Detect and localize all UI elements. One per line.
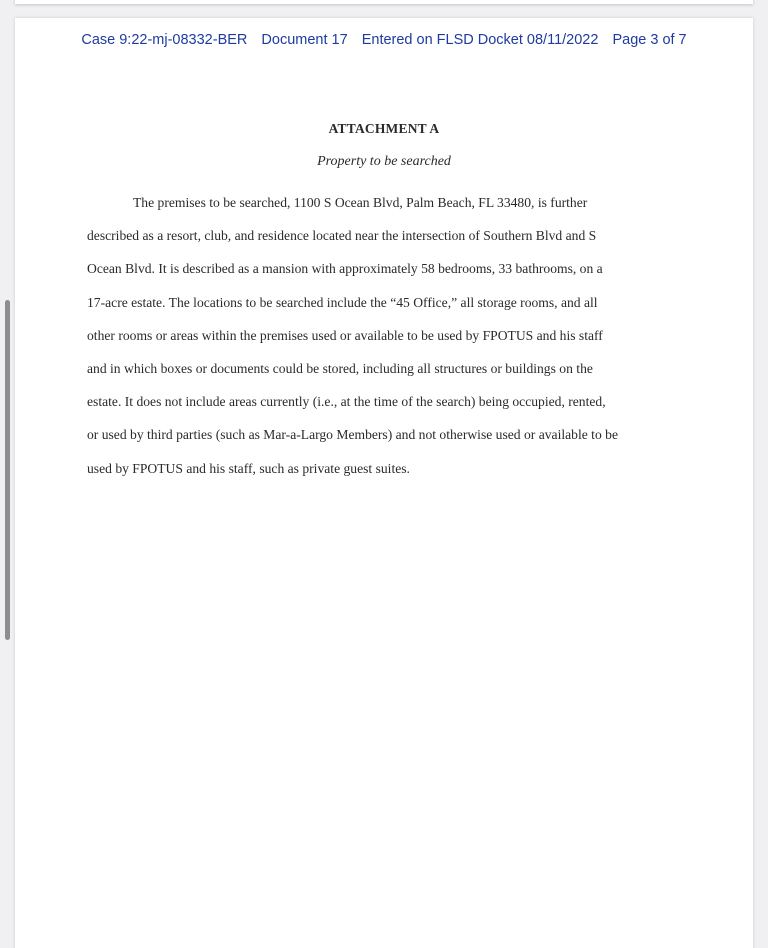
paragraph-line: 17-acre estate. The locations to be searched include the “45 Office,” all storage rooms, and all [87,294,598,310]
attachment-title: ATTACHMENT A [328,121,440,136]
paragraph-line: and in which boxes or documents could be stored, including all structures or buildings on the [87,361,593,377]
vertical-scrollbar[interactable] [5,300,10,640]
paragraph-line: or used by third parties (such as Mar-a-Largo Members) and not otherwise used or available to be [87,427,618,443]
previous-page-edge [15,0,753,4]
document-number: Document 17 [261,32,348,48]
paragraph-line: Ocean Blvd. It is described as a mansion with approximately 58 bedrooms, 33 bathrooms, on a [87,261,603,277]
attachment-subtitle: Property to be searched [317,154,451,169]
paragraph-line: described as a resort, club, and residence located near the intersection of Southern Blvd and S [87,228,597,244]
attachment-body-paragraph [87,186,687,485]
page-indicator: Page 3 of 7 [612,32,687,48]
document-page [15,18,753,948]
case-number: Case 9:22-mj-08332-BER [81,32,248,48]
docket-header-stamp [15,32,753,48]
paragraph-line: estate. It does not include areas currently (i.e., at the time of the search) being occupied, rented, [87,394,606,410]
paragraph-line: The premises to be searched, 1100 S Ocean Blvd, Palm Beach, FL 33480, is further [133,195,588,210]
docket-entry: Entered on FLSD Docket 08/11/2022 [361,32,599,48]
paragraph-line: other rooms or areas within the premises used or available to be used by FPOTUS and his staff [87,327,603,343]
paragraph-line: used by FPOTUS and his staff, such as private guest suites. [87,460,410,476]
